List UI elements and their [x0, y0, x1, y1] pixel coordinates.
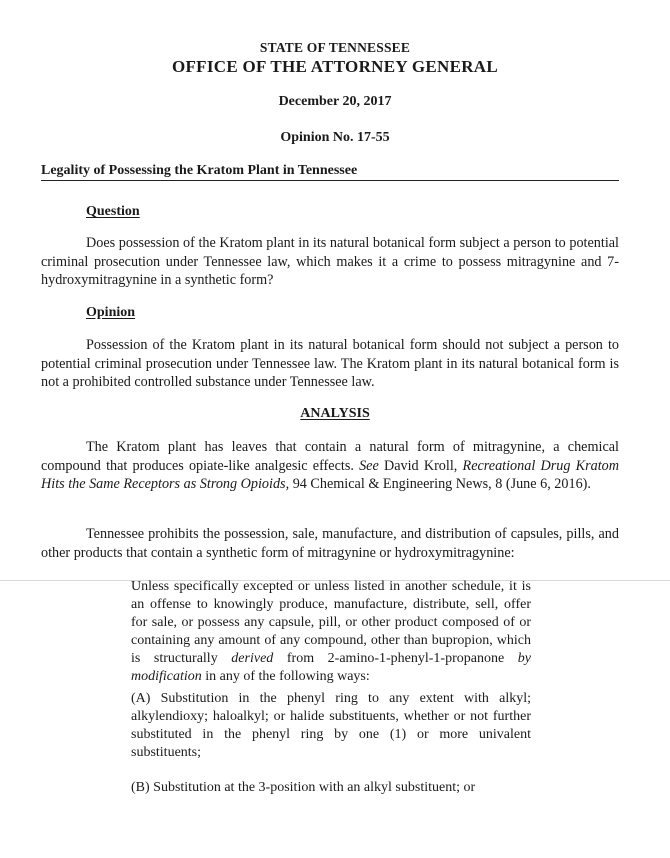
opinion-text: Possession of the Kratom plant in its natural botanical form should not subject a person to potential criminal prosecution under Tennessee law. The Kratom plant in its natural botanical form is not a prohibited controlled substance under Tennessee law. — [41, 337, 619, 390]
subject-line: Legality of Possessing the Kratom Plant in Tennessee — [41, 162, 619, 181]
analysis-paragraph-1 — [41, 438, 619, 494]
analysis-paragraph-2: Tennessee prohibits the possession, sale, manufacture, and distribution of capsules, pills, and other products that contain a synthetic form of mitragynine or hydroxymitragynine: — [41, 526, 619, 561]
state-title: STATE OF TENNESSEE — [259, 40, 411, 55]
analysis-heading: ANALYSIS — [300, 406, 370, 421]
statute-derived: derived — [231, 651, 274, 666]
opinion-date: December 20, 2017 — [278, 94, 392, 109]
opinion-number: Opinion No. 17-55 — [280, 130, 390, 145]
statute-q1-text-c: in any of the following ways: — [201, 669, 370, 684]
see-signal: See — [359, 457, 379, 474]
statute-item-a: (A) Substitution in the phenyl ring to any extent with alkyl; alkylendioxy; haloalkyl; or halide substituents, whether or not further substituted in the phenyl ring by one (1) or more univalent substituents; — [131, 691, 531, 760]
question-heading: Question — [86, 204, 140, 219]
statute-q1-text-a: Unless specifically excepted or unless listed in another schedule, it is an offense to knowingly produce, manufacture, distribute, sell, offer for sale, or possess any capsule, pill, or other product composed of or containing any amount of any compound, other than bupropion, which is structurally — [131, 579, 531, 666]
citation-title: Recreational Drug Kratom Hits the Same Receptors as Strong Opioids, — [41, 457, 619, 492]
analysis-p1-text-b: David Kroll, — [378, 457, 463, 474]
opinion-heading: Opinion — [86, 305, 136, 320]
statute-by-modification: by modification — [131, 651, 531, 684]
statute-item-b: (B) Substitution at the 3-position with an alkyl substituent; or — [131, 780, 476, 795]
question-text: Does possession of the Kratom plant in its natural botanical form subject a person to potential criminal prosecution under Tennessee law, which makes it a crime to possess mitragynine and 7-hydroxymitragynine in a synthetic form? — [41, 235, 619, 288]
analysis-p1-text-c: 94 Chemical & Engineering News, 8 (June 6, 2016). — [289, 476, 591, 492]
statute-quote-intro — [131, 578, 531, 686]
analysis-p1-text-a: The Kratom plant has leaves that contain a natural form of mitragynine, a chemical compound that produces opiate-like analgesic effects. — [41, 439, 619, 474]
office-title: OFFICE OF THE ATTORNEY GENERAL — [171, 57, 499, 76]
statute-q1-text-b: from 2-amino-1-phenyl-1-propanone — [273, 651, 518, 666]
